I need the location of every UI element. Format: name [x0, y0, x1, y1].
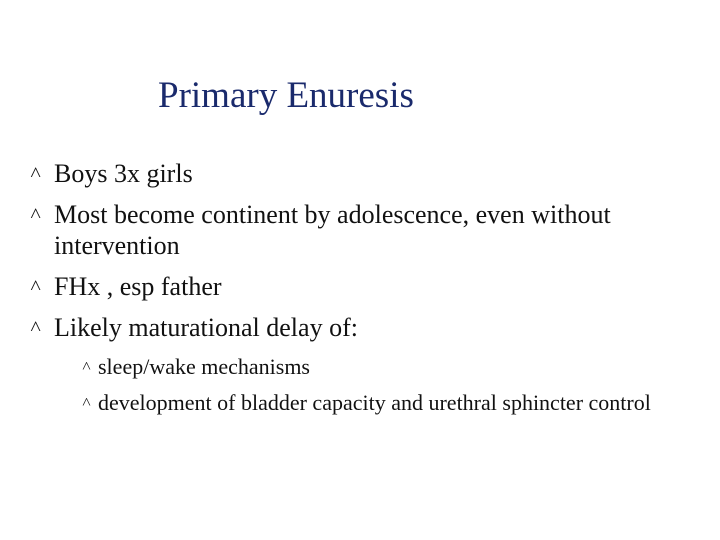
bullet-item: [30, 312, 670, 343]
sub-bullet-item: [82, 389, 670, 417]
caret-bullet-icon: ˄: [82, 358, 92, 375]
caret-bullet-icon: ˄: [30, 162, 42, 184]
bullet-list: [30, 158, 670, 419]
bullet-text: Likely maturational delay of:: [54, 313, 358, 342]
bullet-item: [30, 199, 670, 261]
bullet-item: [30, 271, 670, 302]
sub-bullet-item: [82, 353, 670, 381]
bullet-text: Most become continent by adolescence, even without intervention: [54, 200, 611, 260]
caret-bullet-icon: ˄: [30, 275, 42, 297]
caret-bullet-icon: ˄: [30, 316, 42, 338]
bullet-item: [30, 158, 670, 189]
caret-bullet-icon: ˄: [30, 203, 42, 225]
sub-bullet-text: development of bladder capacity and urethral sphincter control: [98, 390, 651, 415]
bullet-text: FHx , esp father: [54, 272, 222, 301]
slide-title: Primary Enuresis: [158, 75, 414, 116]
sub-bullet-text: sleep/wake mechanisms: [98, 354, 310, 379]
caret-bullet-icon: ˄: [82, 394, 92, 411]
bullet-text: Boys 3x girls: [54, 159, 193, 188]
